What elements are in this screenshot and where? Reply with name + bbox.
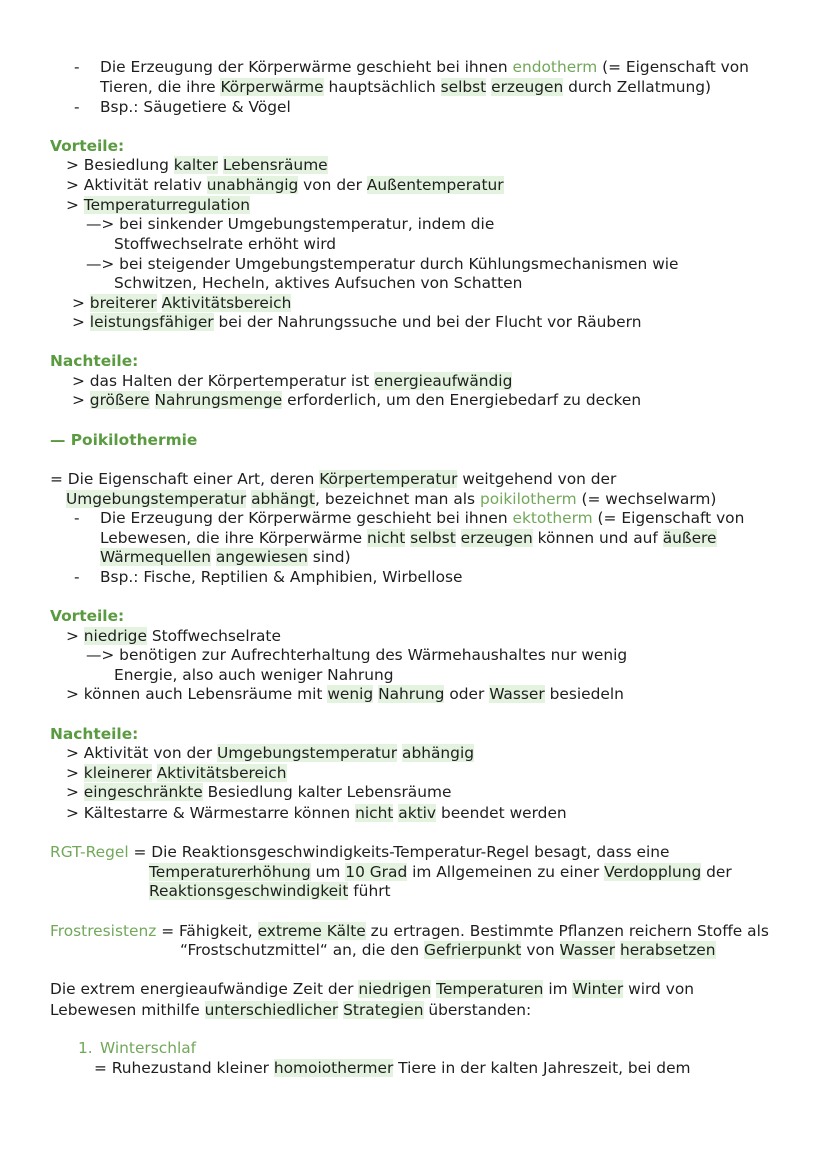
text-line — [66, 803, 567, 823]
text-line — [78, 1038, 93, 1058]
highlighted-term: Aktivitätsbereich — [156, 764, 287, 782]
text-line — [114, 234, 336, 254]
text-segment: —> bei sinkender Umgebungstemperatur, indem die — [86, 215, 495, 233]
text-segment: der — [701, 863, 732, 881]
text-segment: > — [66, 627, 84, 645]
green-term: Frostresistenz — [50, 922, 157, 940]
text-line — [100, 57, 749, 77]
highlighted-term: Winter — [572, 980, 624, 998]
text-line — [100, 508, 744, 528]
text-segment: > — [72, 391, 90, 409]
section-heading: — Poikilothermie — [50, 431, 198, 449]
text-segment: , bezeichnet man als — [315, 490, 480, 508]
highlighted-term: Gefrierpunkt — [424, 941, 522, 959]
text-line — [50, 921, 769, 941]
highlighted-term: Wasser — [489, 685, 545, 703]
green-term: 1. — [78, 1039, 93, 1057]
highlighted-term: Strategien — [343, 1001, 424, 1019]
green-term: Winterschlaf — [100, 1039, 197, 1057]
text-line — [100, 1038, 196, 1058]
text-segment: > können auch Lebensräume mit — [66, 685, 328, 703]
text-segment: im — [543, 980, 573, 998]
highlighted-term: leistungsfähiger — [89, 313, 214, 331]
text-segment: (= wechselwarm) — [576, 490, 717, 508]
text-segment: sind) — [307, 548, 351, 566]
highlighted-term: selbst — [440, 78, 487, 96]
highlighted-term: angewiesen — [215, 548, 308, 566]
text-segment: > Aktivität relativ — [66, 176, 207, 194]
text-segment: Bsp.: Säugetiere & Vögel — [100, 98, 291, 116]
highlighted-term: Außentemperatur — [366, 176, 504, 194]
highlighted-term: Körpertemperatur — [319, 470, 458, 488]
green-term: RGT-Regel — [50, 843, 129, 861]
text-segment — [150, 391, 155, 409]
highlighted-term: nicht — [366, 529, 406, 547]
text-segment: Stoffwechselrate erhöht wird — [114, 235, 337, 253]
text-segment: weitgehend von der — [457, 470, 617, 488]
highlighted-term: erzeugen — [460, 529, 533, 547]
text-segment: von der — [298, 176, 367, 194]
highlighted-term: Verdopplung — [604, 863, 702, 881]
highlighted-term: Umgebungstemperatur — [216, 744, 398, 762]
highlighted-term: kalter — [173, 156, 218, 174]
text-line — [50, 430, 197, 450]
highlighted-term: breiterer — [89, 294, 157, 312]
text-segment: hauptsächlich — [323, 78, 441, 96]
text-segment: Bsp.: Fische, Reptilien & Amphibien, Wirbellose — [100, 568, 463, 586]
text-segment: Lebewesen, die ihre Körperwärme — [100, 529, 367, 547]
text-line — [66, 489, 716, 509]
text-segment: Besiedlung kalter Lebensräume — [202, 783, 452, 801]
text-segment: beendet werden — [436, 804, 567, 822]
highlighted-term: unterschiedlicher — [204, 1001, 339, 1019]
text-segment: > Aktivität von der — [66, 744, 217, 762]
highlighted-term: Umgebungstemperatur — [66, 490, 247, 508]
highlighted-term: Temperaturregulation — [83, 196, 251, 214]
text-line — [66, 684, 624, 704]
highlighted-term: größere — [89, 391, 150, 409]
text-segment: - — [74, 58, 80, 76]
highlighted-term: unabhängig — [206, 176, 299, 194]
highlighted-term: abhängig — [402, 744, 474, 762]
highlighted-term: herabsetzen — [619, 941, 716, 959]
text-segment: - — [74, 568, 80, 586]
text-segment: im Allgemeinen zu einer — [407, 863, 605, 881]
text-line — [66, 743, 474, 763]
text-segment: > — [72, 294, 90, 312]
text-segment: Die Erzeugung der Körperwärme geschieht bei ihnen — [100, 58, 513, 76]
text-segment: Die Erzeugung der Körperwärme geschieht bei ihnen — [100, 509, 513, 527]
highlighted-term: äußere — [662, 529, 717, 547]
text-segment: durch Zellatmung) — [563, 78, 712, 96]
highlighted-term: Reaktionsgeschwindigkeit — [149, 882, 349, 900]
text-segment: oder — [444, 685, 490, 703]
text-line — [100, 97, 291, 117]
text-line — [100, 567, 462, 587]
text-segment: Tieren, die ihre — [100, 78, 221, 96]
highlighted-term: niedrige — [83, 627, 147, 645]
text-line — [74, 567, 80, 587]
text-segment: können und auf — [532, 529, 663, 547]
section-heading: Vorteile: — [50, 607, 125, 625]
text-line — [74, 57, 80, 77]
text-segment: bei der Nahrungssuche und bei der Flucht vor Räubern — [213, 313, 642, 331]
text-segment: = Ruhezustand kleiner — [94, 1059, 274, 1077]
highlighted-term: Wasser — [559, 941, 616, 959]
highlighted-term: Nahrung — [378, 685, 445, 703]
text-line — [180, 940, 716, 960]
highlighted-term: aktiv — [398, 804, 437, 822]
text-segment: = Die Eigenschaft einer Art, deren — [50, 470, 320, 488]
text-segment: (= Eigenschaft von — [592, 509, 745, 527]
text-line — [66, 763, 287, 783]
text-segment: > das Halten der Körpertemperatur ist — [72, 372, 375, 390]
section-heading: Nachteile: — [50, 725, 139, 743]
text-segment: zu ertragen. Bestimmte Pflanzen reichern Stoffe als — [365, 922, 769, 940]
text-line — [72, 293, 291, 313]
text-segment: = Die Reaktionsgeschwindigkeits-Temperatur-Regel besagt, dass eine — [128, 843, 670, 861]
text-line — [72, 390, 641, 410]
highlighted-term: Lebensräume — [222, 156, 328, 174]
text-line — [50, 606, 124, 626]
text-segment: Energie, also auch weniger Nahrung — [114, 666, 394, 684]
highlighted-term: wenig — [327, 685, 374, 703]
text-line — [149, 881, 391, 901]
text-line — [86, 645, 627, 665]
text-line — [86, 254, 679, 274]
text-segment: erforderlich, um den Energiebedarf zu decken — [282, 391, 642, 409]
text-segment: > — [66, 783, 84, 801]
highlighted-term: energieaufwändig — [374, 372, 513, 390]
highlighted-term: abhängt — [251, 490, 316, 508]
text-segment: “Frostschutzmittel“ an, die den — [180, 941, 425, 959]
text-line — [86, 214, 494, 234]
text-segment: wird von — [623, 980, 694, 998]
text-line — [66, 195, 250, 215]
text-line — [50, 724, 138, 744]
text-segment: —> benötigen zur Aufrechterhaltung des Wärmehaushaltes nur wenig — [86, 646, 628, 664]
text-line — [50, 351, 138, 371]
text-line — [72, 312, 641, 332]
text-segment: besiedeln — [544, 685, 624, 703]
text-segment: Schwitzen, Hecheln, aktives Aufsuchen von Schatten — [114, 274, 523, 292]
text-segment — [152, 764, 157, 782]
highlighted-term: eingeschränkte — [83, 783, 203, 801]
text-segment: > — [72, 313, 90, 331]
text-segment: Lebewesen mithilfe — [50, 1001, 205, 1019]
highlighted-term: selbst — [410, 529, 456, 547]
text-segment: Die extrem energieaufwändige Zeit der — [50, 980, 359, 998]
text-line — [100, 528, 717, 548]
text-segment: überstanden: — [423, 1001, 532, 1019]
text-line — [114, 273, 522, 293]
text-segment: führt — [348, 882, 391, 900]
green-term: ektotherm — [512, 509, 593, 527]
highlighted-term: Nahrungsmenge — [154, 391, 283, 409]
text-segment: > Besiedlung — [66, 156, 174, 174]
text-line — [50, 979, 694, 999]
text-segment: > Kältestarre & Wärmestarre können — [66, 804, 356, 822]
highlighted-term: extreme Kälte — [257, 922, 366, 940]
highlighted-term: Temperaturen — [436, 980, 544, 998]
text-line — [66, 626, 281, 646]
text-line — [100, 547, 351, 567]
text-line — [72, 371, 512, 391]
text-segment: = Fähigkeit, — [156, 922, 258, 940]
text-line — [66, 155, 328, 175]
highlighted-term: homoiothermer — [273, 1059, 394, 1077]
text-segment: von — [521, 941, 560, 959]
highlighted-term: Aktivitätsbereich — [161, 294, 292, 312]
text-segment — [456, 529, 461, 547]
text-line — [100, 77, 711, 97]
section-heading: Vorteile: — [50, 137, 125, 155]
highlighted-term: 10 Grad — [345, 863, 408, 881]
text-line — [149, 862, 732, 882]
text-line — [66, 175, 504, 195]
section-heading: Nachteile: — [50, 352, 139, 370]
text-line — [66, 782, 451, 802]
highlighted-term: erzeugen — [491, 78, 564, 96]
text-line — [74, 97, 80, 117]
highlighted-term: nicht — [355, 804, 394, 822]
text-segment: - — [74, 98, 80, 116]
text-line — [94, 1058, 691, 1078]
text-segment: Tiere in der kalten Jahreszeit, bei dem — [393, 1059, 691, 1077]
text-segment: > — [66, 764, 84, 782]
text-line — [50, 842, 669, 862]
highlighted-term: kleinerer — [83, 764, 152, 782]
text-line — [50, 136, 124, 156]
text-segment: um — [310, 863, 346, 881]
text-segment: (= Eigenschaft von — [597, 58, 749, 76]
highlighted-term: niedrigen — [358, 980, 432, 998]
highlighted-term: Temperaturerhöhung — [149, 863, 311, 881]
text-line — [74, 508, 80, 528]
text-segment: Stoffwechselrate — [146, 627, 281, 645]
highlighted-term: Körperwärme — [220, 78, 324, 96]
text-segment: > — [66, 196, 84, 214]
highlighted-term: Wärmequellen — [100, 548, 211, 566]
green-term: poikilotherm — [479, 490, 577, 508]
green-term: endotherm — [512, 58, 598, 76]
text-segment: - — [74, 509, 80, 527]
text-line — [50, 1000, 531, 1020]
text-line — [50, 469, 616, 489]
text-segment: —> bei steigender Umgebungstemperatur durch Kühlungsmechanismen wie — [86, 255, 679, 273]
text-line — [114, 665, 393, 685]
text-segment — [157, 294, 162, 312]
